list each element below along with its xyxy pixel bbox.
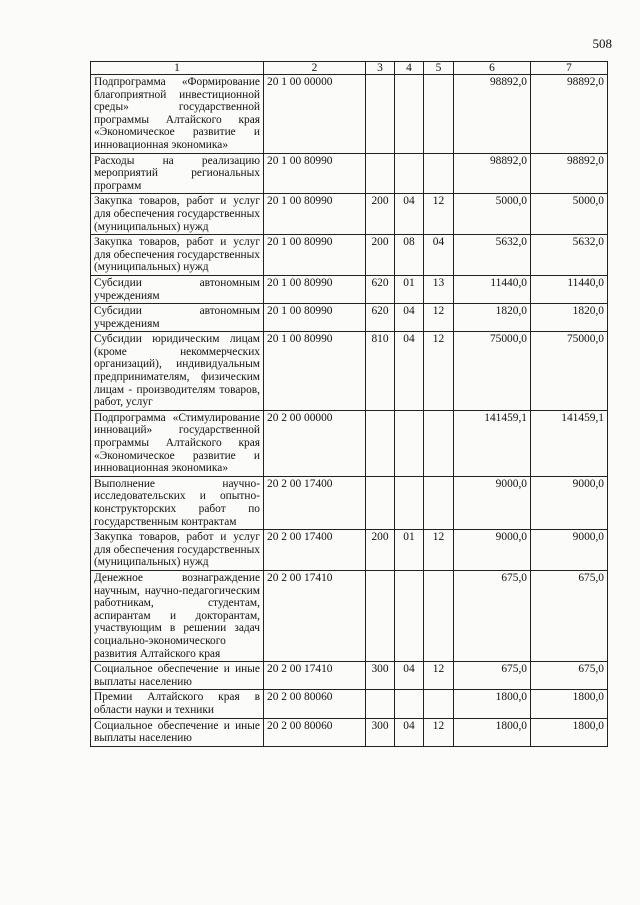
subsection-cell: 12 xyxy=(424,194,454,235)
amount-col6-cell: 98892,0 xyxy=(454,75,531,154)
expense-type-cell xyxy=(366,690,395,718)
subsection-cell xyxy=(424,75,454,154)
amount-col6-cell: 98892,0 xyxy=(454,153,531,194)
table-row xyxy=(91,75,608,154)
page-number: 508 xyxy=(592,36,612,51)
budget-table xyxy=(90,61,608,747)
budget-code-cell: 20 2 00 80060 xyxy=(264,690,366,718)
table-row xyxy=(91,476,608,529)
budget-code-cell: 20 2 00 00000 xyxy=(264,410,366,476)
budget-code-cell: 20 1 00 80990 xyxy=(264,153,366,194)
column-header: 6 xyxy=(454,62,531,75)
section-cell: 04 xyxy=(395,662,424,690)
row-name-cell: Подпрограмма «Формирование благоприятной инвестиционной среды» государственной программы Алтайского края «Экономическое развитие и инновационная экономика» xyxy=(91,75,264,154)
budget-code-cell: 20 2 00 17410 xyxy=(264,570,366,661)
amount-col7-cell: 1820,0 xyxy=(531,304,608,332)
section-cell: 04 xyxy=(395,718,424,746)
subsection-cell xyxy=(424,690,454,718)
amount-col6-cell: 1800,0 xyxy=(454,718,531,746)
section-cell: 04 xyxy=(395,304,424,332)
row-name-cell: Расходы на реализацию мероприятий региональных программ xyxy=(91,153,264,194)
row-name-cell: Закупка товаров, работ и услуг для обеспечения государственных (муниципальных) нужд xyxy=(91,530,264,571)
budget-code-cell: 20 1 00 80990 xyxy=(264,332,366,411)
section-cell xyxy=(395,476,424,529)
column-header: 4 xyxy=(395,62,424,75)
subsection-cell xyxy=(424,410,454,476)
expense-type-cell xyxy=(366,570,395,661)
row-name-cell: Социальное обеспечение и иные выплаты населению xyxy=(91,662,264,690)
expense-type-cell: 200 xyxy=(366,194,395,235)
section-cell xyxy=(395,570,424,661)
table-row xyxy=(91,275,608,303)
amount-col7-cell: 98892,0 xyxy=(531,75,608,154)
row-name-cell: Выполнение научно-исследовательских и опытно-конструкторских работ по государственным контрактам xyxy=(91,476,264,529)
expense-type-cell: 200 xyxy=(366,235,395,276)
section-cell xyxy=(395,153,424,194)
amount-col6-cell: 1820,0 xyxy=(454,304,531,332)
amount-col6-cell: 9000,0 xyxy=(454,530,531,571)
amount-col6-cell: 5000,0 xyxy=(454,194,531,235)
subsection-cell xyxy=(424,153,454,194)
amount-col7-cell: 11440,0 xyxy=(531,275,608,303)
amount-col7-cell: 5000,0 xyxy=(531,194,608,235)
amount-col7-cell: 675,0 xyxy=(531,662,608,690)
expense-type-cell: 200 xyxy=(366,530,395,571)
row-name-cell: Субсидии автономным учреждениям xyxy=(91,304,264,332)
row-name-cell: Субсидии юридическим лицам (кроме некоммерческих организаций), индивидуальным предпринимателям, физическим лицам - производителям товаров, работ, услуг xyxy=(91,332,264,411)
table-row xyxy=(91,570,608,661)
expense-type-cell xyxy=(366,410,395,476)
amount-col6-cell: 75000,0 xyxy=(454,332,531,411)
amount-col6-cell: 141459,1 xyxy=(454,410,531,476)
column-header: 5 xyxy=(424,62,454,75)
amount-col7-cell: 9000,0 xyxy=(531,530,608,571)
table-row xyxy=(91,332,608,411)
row-name-cell: Субсидии автономным учреждениям xyxy=(91,275,264,303)
column-header: 2 xyxy=(264,62,366,75)
table-row xyxy=(91,235,608,276)
budget-code-cell: 20 2 00 17400 xyxy=(264,476,366,529)
amount-col7-cell: 5632,0 xyxy=(531,235,608,276)
row-name-cell: Закупка товаров, работ и услуг для обеспечения государственных (муниципальных) нужд xyxy=(91,235,264,276)
amount-col7-cell: 9000,0 xyxy=(531,476,608,529)
expense-type-cell: 620 xyxy=(366,304,395,332)
subsection-cell: 12 xyxy=(424,718,454,746)
row-name-cell: Денежное вознаграждение научным, научно-педагогическим работникам, студентам, аспирантам и докторантам, участвующим в решении задач социально-экономического развития Алтайского края xyxy=(91,570,264,661)
column-header: 1 xyxy=(91,62,264,75)
expense-type-cell: 810 xyxy=(366,332,395,411)
section-cell: 04 xyxy=(395,332,424,411)
amount-col7-cell: 1800,0 xyxy=(531,718,608,746)
section-cell: 08 xyxy=(395,235,424,276)
expense-type-cell: 300 xyxy=(366,662,395,690)
subsection-cell xyxy=(424,570,454,661)
subsection-cell: 12 xyxy=(424,530,454,571)
section-cell xyxy=(395,690,424,718)
budget-code-cell: 20 1 00 80990 xyxy=(264,304,366,332)
expense-type-cell: 620 xyxy=(366,275,395,303)
section-cell: 04 xyxy=(395,194,424,235)
amount-col7-cell: 1800,0 xyxy=(531,690,608,718)
column-header: 3 xyxy=(366,62,395,75)
row-name-cell: Социальное обеспечение и иные выплаты населению xyxy=(91,718,264,746)
amount-col6-cell: 9000,0 xyxy=(454,476,531,529)
table-row xyxy=(91,690,608,718)
table-row xyxy=(91,410,608,476)
amount-col6-cell: 675,0 xyxy=(454,570,531,661)
section-cell: 01 xyxy=(395,275,424,303)
amount-col6-cell: 5632,0 xyxy=(454,235,531,276)
budget-code-cell: 20 1 00 80990 xyxy=(264,275,366,303)
row-name-cell: Премии Алтайского края в области науки и техники xyxy=(91,690,264,718)
column-number-row xyxy=(91,62,608,75)
section-cell xyxy=(395,75,424,154)
table-row xyxy=(91,662,608,690)
amount-col6-cell: 11440,0 xyxy=(454,275,531,303)
budget-code-cell: 20 2 00 80060 xyxy=(264,718,366,746)
subsection-cell xyxy=(424,476,454,529)
section-cell: 01 xyxy=(395,530,424,571)
table-row xyxy=(91,718,608,746)
section-cell xyxy=(395,410,424,476)
table-row xyxy=(91,530,608,571)
budget-code-cell: 20 1 00 80990 xyxy=(264,194,366,235)
table-body xyxy=(91,75,608,747)
amount-col6-cell: 1800,0 xyxy=(454,690,531,718)
subsection-cell: 12 xyxy=(424,304,454,332)
amount-col7-cell: 75000,0 xyxy=(531,332,608,411)
column-header: 7 xyxy=(531,62,608,75)
row-name-cell: Закупка товаров, работ и услуг для обеспечения государственных (муниципальных) нужд xyxy=(91,194,264,235)
table-row xyxy=(91,194,608,235)
table-row xyxy=(91,304,608,332)
budget-code-cell: 20 1 00 80990 xyxy=(264,235,366,276)
expense-type-cell: 300 xyxy=(366,718,395,746)
amount-col7-cell: 141459,1 xyxy=(531,410,608,476)
table-row xyxy=(91,153,608,194)
amount-col7-cell: 675,0 xyxy=(531,570,608,661)
amount-col7-cell: 98892,0 xyxy=(531,153,608,194)
subsection-cell: 04 xyxy=(424,235,454,276)
expense-type-cell xyxy=(366,476,395,529)
budget-code-cell: 20 1 00 00000 xyxy=(264,75,366,154)
subsection-cell: 12 xyxy=(424,332,454,411)
budget-code-cell: 20 2 00 17400 xyxy=(264,530,366,571)
subsection-cell: 13 xyxy=(424,275,454,303)
row-name-cell: Подпрограмма «Стимулирование инноваций» государственной программы Алтайского края «Экономическое развитие и инновационная экономика» xyxy=(91,410,264,476)
amount-col6-cell: 675,0 xyxy=(454,662,531,690)
subsection-cell: 12 xyxy=(424,662,454,690)
expense-type-cell xyxy=(366,75,395,154)
expense-type-cell xyxy=(366,153,395,194)
budget-code-cell: 20 2 00 17410 xyxy=(264,662,366,690)
